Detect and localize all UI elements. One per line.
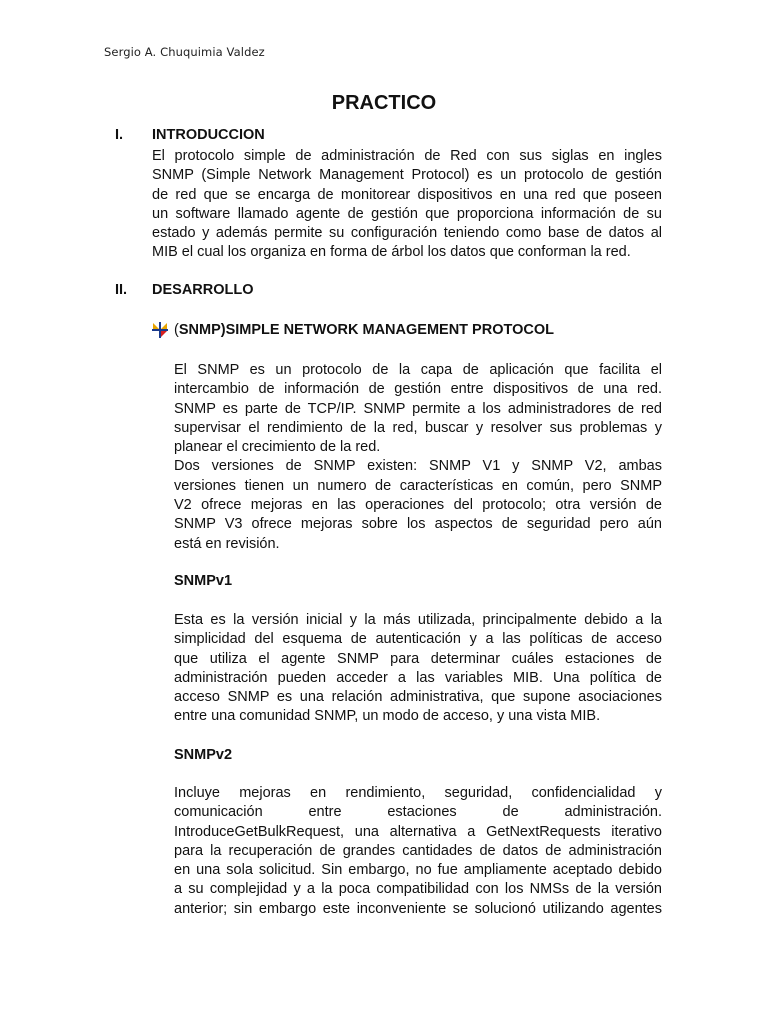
snmp-paragraph <box>174 361 662 554</box>
paragraph-line: MIB el cual los organiza en forma de árbol los datos que conforman la red. <box>152 244 631 261</box>
section-number-2: II. <box>115 282 128 298</box>
paragraph-line: de red que se encarga de monitorear dispositivos en una red que poseen <box>152 186 662 203</box>
paragraph-line: IntroduceGetBulkRequest, una alternativa a GetNextRequests iterativo <box>174 823 662 840</box>
section-heading-introduccion: INTRODUCCION <box>152 127 265 143</box>
header-author: Sergio A. Chuquimia Valdez <box>104 45 265 59</box>
paragraph-line: intercambio de información de gestión entre dispositivos de una red. <box>174 381 662 398</box>
paragraph-line: administración pueden acceder a las variables MIB. Una política de <box>174 669 662 686</box>
paragraph-line: comunicación entre estaciones de administración. <box>174 804 662 821</box>
page-title: PRACTICO <box>331 92 437 114</box>
paragraph-line: para la recuperación de grandes cantidades de datos de administración <box>174 842 662 859</box>
paragraph-line: está en revisión. <box>174 535 280 552</box>
paragraph-line: un software llamado agente de gestión que proporciona información de su <box>152 205 662 222</box>
intro-paragraph <box>152 147 662 263</box>
paragraph-line: que utiliza el agente SNMP para determinar cuáles estaciones de <box>174 650 662 667</box>
paragraph-line: El SNMP es un protocolo de la capa de aplicación que facilita el <box>174 362 662 378</box>
paragraph-line: simplicidad del esquema de autenticación y a las políticas de acceso <box>174 631 662 648</box>
snmpv1-heading: SNMPv1 <box>174 573 233 589</box>
paragraph-line: supervisar el rendimiento de la red, buscar y resolver sus problemas y <box>174 419 662 436</box>
snmpv1-paragraph <box>174 611 662 727</box>
paragraph-line: entre una comunidad SNMP, un modo de acceso, y una vista MIB. <box>174 708 601 725</box>
paragraph-line: versiones tienen un numero de características en común, pero SNMP <box>174 477 662 494</box>
snmpv2-heading: SNMPv2 <box>174 747 233 763</box>
paragraph-line: V2 ofrece mejoras en las operaciones del protocolo; otra versión de <box>174 497 662 514</box>
paragraph-line: en una sola solicitud. Sin embargo, no fue ampliamente aceptado debido <box>174 862 662 879</box>
bullet-arrow-icon <box>152 322 168 338</box>
paragraph-line: planear el crecimiento de la red. <box>174 439 381 456</box>
paragraph-line: acceso SNMP es una relación administrativa, que supone asociaciones <box>174 689 662 706</box>
snmpv2-paragraph <box>174 784 662 919</box>
paragraph-line: estado y además permite su configuración teniendo como base de datos al <box>152 225 662 242</box>
paragraph-line: El protocolo simple de administración de Red con sus siglas en ingles <box>152 148 662 164</box>
section-number-1: I. <box>115 127 124 143</box>
subsection-title-prefix: ( <box>174 322 179 338</box>
paragraph-line: SNMP (Simple Network Management Protocol) es un protocolo de gestión <box>152 167 662 184</box>
paragraph-line: SNMP V3 ofrece mejoras sobre los aspectos de seguridad pero aún <box>174 516 662 533</box>
paragraph-line: SNMP es parte de TCP/IP. SNMP permite a los administradores de red <box>174 400 662 417</box>
subsection-title <box>174 322 554 338</box>
subsection-title-text: SNMP)SIMPLE NETWORK MANAGEMENT PROTOCOL <box>178 322 554 338</box>
paragraph-line: a su complejidad y a la poca compatibilidad con los NMSs de la versión <box>174 881 662 898</box>
paragraph-line: Dos versiones de SNMP existen: SNMP V1 y SNMP V2, ambas <box>174 458 662 475</box>
section-heading-desarrollo: DESARROLLO <box>152 282 254 298</box>
paragraph-line: anterior; sin embargo este inconveniente se solucionó utilizando agentes <box>174 900 662 917</box>
paragraph-line: Incluye mejoras en rendimiento, seguridad, confidencialidad y <box>174 785 662 801</box>
paragraph-line: Esta es la versión inicial y la más utilizada, principalmente debido a la <box>174 612 662 628</box>
